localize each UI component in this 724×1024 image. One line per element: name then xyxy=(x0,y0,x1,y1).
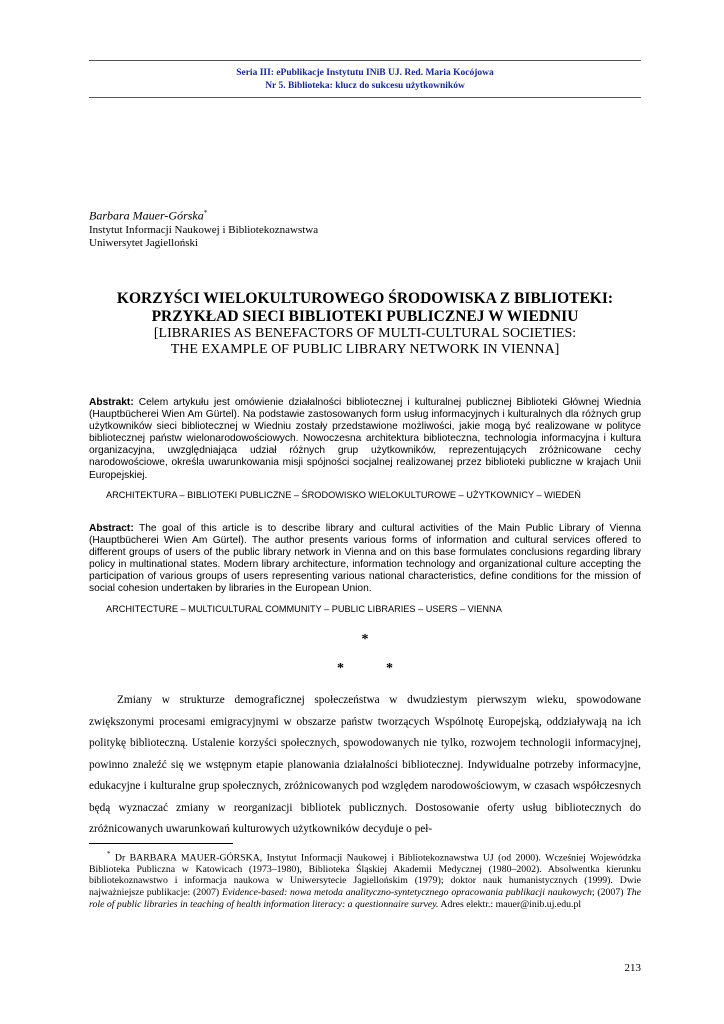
title-pl-line1: KORZYŚCI WIELOKULTUROWEGO ŚRODOWISKA Z BIBLIOTEKI: xyxy=(116,290,614,307)
footnote-part1: Dr BARBARA MAUER-GÓRSKA, Instytut Informacji Naukowej i Bibliotekoznawstwa UJ (od 2000). Wcześniej Wojewódzka Biblioteka Publiczna w Katowicach (1973–1980), Biblioteka Śląskiej Akademii Medycznej (1980–2002). Absolwentka kierunku bibliotekoznawstwo i informacja naukowa w Uniwersytecie Jagiellońskim (1979); doktor nauk humanistycznych (1999). Dwie najważniejsze publikacje: (2007) xyxy=(89,852,641,899)
separator-star-top: * xyxy=(361,632,369,647)
title-en-line1: [LIBRARIES AS BENEFACTORS OF MULTI-CULTURAL SOCIETIES: xyxy=(153,326,577,341)
author-name: Barbara Mauer-Górska xyxy=(89,208,204,223)
author-affiliation-institute: Instytut Informacji Naukowej i Bibliotekoznawstwa xyxy=(89,223,319,236)
header-rule xyxy=(89,93,641,98)
separator-star-bottom: * * xyxy=(337,661,393,676)
footnote-part3: Adres elektr.: mauer@inib.uj.edu.pl xyxy=(438,898,582,910)
page-number: 213 xyxy=(624,962,641,974)
footnote-rule xyxy=(89,843,233,844)
abstract-en xyxy=(89,523,641,596)
footnote-mark: * xyxy=(107,850,111,858)
footnote-title1: Evidence-based: nowa metoda analityczno-syntetycznego opracowania publikacji naukowych xyxy=(221,887,592,899)
title-pl-line2: PRZYKŁAD SIECI BIBLIOTEKI PUBLICZNEJ W WIEDNIU xyxy=(151,308,579,325)
author-affiliation-university: Uniwersytet Jagielloński xyxy=(89,236,199,249)
abstract-en-label: Abstract: xyxy=(89,523,134,534)
keywords-pl: ARCHITEKTURA – BIBLIOTEKI PUBLICZNE – ŚRODOWISKO WIELOKULTUROWE – UŻYTKOWNICY – WIEDEŃ xyxy=(106,490,581,500)
article-title xyxy=(89,290,641,358)
author-name-line xyxy=(89,207,641,224)
body-paragraph: Zmiany w strukturze demograficznej społeczeństwa w dwudziestym pierwszym wieku, spowodowane zwiększonymi procesami emigracyjnymi w obszarze państw tworzących Wspólnotę Europejską, oddziaływają na ich politykę biblioteczną. Ustalenie korzyści społecznych, spowodowanych nie tylko, rozwojem technologii informacyjnej, powinno znaleźć się we wstępnym etapie planowania działalności bibliotecznej. Indywidualne potrzeby informacyjne, edukacyjne i kulturalne grup społecznych, zróżnicowanych pod względem narodowościowym, w czasach współczesnych będą wyznaczać zmiany w reorganizacji bibliotek publicznych. Dostosowanie oferty usług bibliotecznych do zróżnicowanych uwarunkowań kulturowych użytkowników decyduje o peł- xyxy=(89,694,641,835)
footnote-part2: ; (2007) xyxy=(591,887,627,899)
author-block xyxy=(89,207,641,250)
title-en-line2: THE EXAMPLE OF PUBLIC LIBRARY NETWORK IN VIENNA] xyxy=(170,342,560,357)
author-footnote-mark: * xyxy=(203,209,208,217)
header-series-line: Seria III: ePublikacje Instytutu INiB UJ. Red. Maria Kocójowa xyxy=(236,68,494,78)
abstract-en-text: The goal of this article is to describe library and cultural activities of the Main Public Library of Vienna (Hauptbücherei Wien Am Gürtel). The author presents various forms of information and cultural services offered to different groups of users of the public library network in Vienna and on this base formulates conclusions regarding library policy in multinational states. Modern library architecture, information technology and organizational culture accepting the participation of various groups of users representing various national characteristics, define conditions for the mission of social cohesion undertaken by libraries in the European Union. xyxy=(89,523,641,595)
running-header xyxy=(89,60,641,98)
abstract-pl-label: Abstrakt: xyxy=(89,397,134,408)
keywords-en: ARCHITECTURE – MULTICULTURAL COMMUNITY – PUBLIC LIBRARIES – USERS – VIENNA xyxy=(106,604,502,614)
abstract-pl xyxy=(89,397,641,482)
abstract-pl-text: Celem artykułu jest omówienie działalności bibliotecznej i kulturalnej publicznej Biblioteki Głównej Wiednia (Hauptbücherei Wien Am Gürtel). Na podstawie zastosowanych form usług informacyjnych i kulturalnych dla różnych grup użytkowników sieci bibliotecznej w Wiedniu zostały przedstawione możliwości, jakie mogą być realizowane w polityce bibliotecznej państw wielonarodowościowych. Nowoczesna architektura biblioteczna, technologia informacyjna i kultura organizacyjna, uwzględniająca udział różnych grup użytkowników, reprezentujących zróżnicowane cechy narodowościowe, określa uwarunkowania misji spójności socjalnej realizowanej przez biblioteki publiczne w krajach Unii Europejskiej. xyxy=(89,397,641,481)
author-footnote xyxy=(89,849,641,910)
header-issue-line: Nr 5. Biblioteka: klucz do sukcesu użytkowników xyxy=(265,81,465,91)
footnote-title2: The role of public libraries in teaching of health information literacy: a questionnaire survey. xyxy=(89,887,641,910)
